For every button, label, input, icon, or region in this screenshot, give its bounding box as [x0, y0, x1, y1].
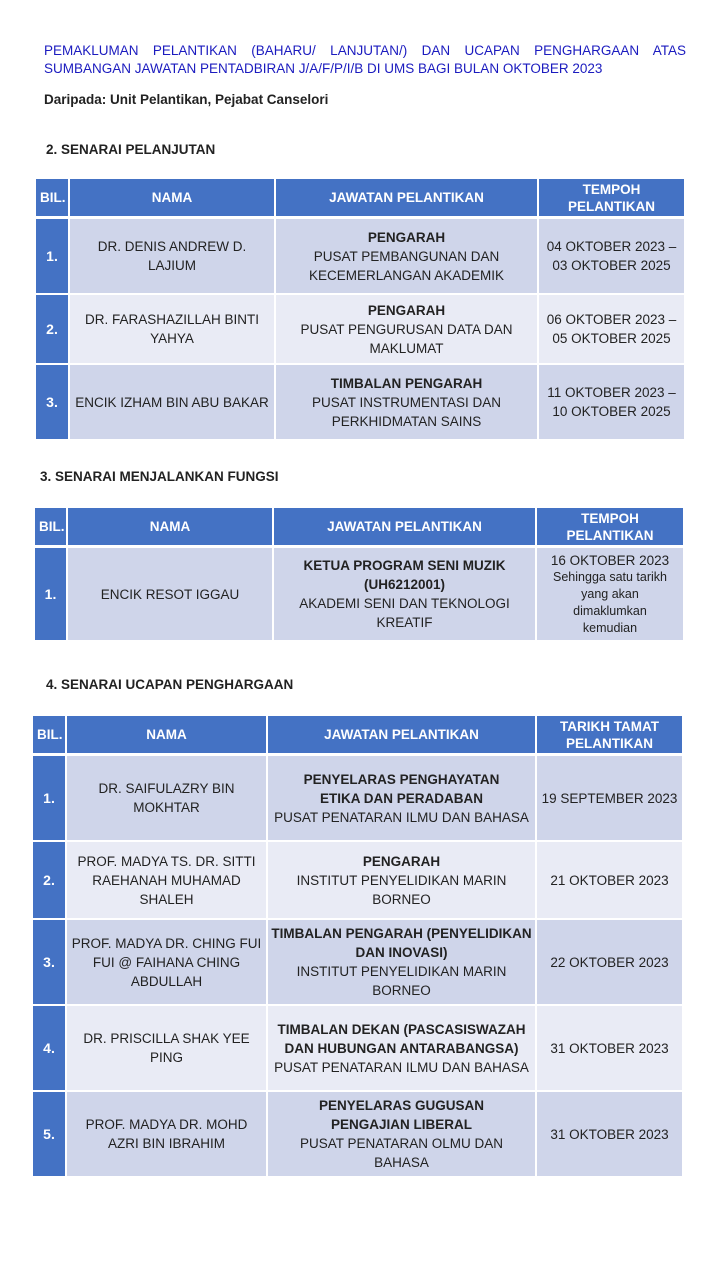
table-header-row: [36, 179, 684, 219]
appointment-period: 11 OKTOBER 2023 – 10 OKTOBER 2025: [539, 365, 684, 441]
table-row: [36, 365, 684, 441]
column-header-nama: NAMA: [67, 716, 268, 756]
row-number: 1.: [35, 548, 68, 642]
appointment-period: 16 OKTOBER 2023: [550, 552, 670, 568]
position-unit: PUSAT PENATARAN ILMU DAN BAHASA: [274, 809, 529, 825]
column-header-bil: BIL.: [35, 508, 68, 548]
table-row: [36, 219, 684, 295]
position-unit: PUSAT PENGURUSAN DATA DAN MAKLUMAT: [300, 321, 513, 356]
position-title: PENGARAH: [367, 302, 446, 318]
section-heading-ucapan-penghargaan: 4. SENARAI UCAPAN PENGHARGAAN: [46, 677, 294, 692]
appointment-period: 06 OKTOBER 2023 – 05 OKTOBER 2025: [539, 295, 684, 365]
position-title: PENYELARAS GUGUSAN PENGAJIAN LIBERAL: [318, 1098, 485, 1132]
column-header-jawatan: JAWATAN PELANTIKAN: [268, 716, 537, 756]
column-header-nama: NAMA: [70, 179, 276, 219]
position-cell: [274, 548, 537, 642]
column-header-tempoh: TEMPOH PELANTIKAN: [539, 179, 684, 219]
table-row: [35, 548, 683, 642]
end-date: 19 SEPTEMBER 2023: [537, 756, 682, 842]
end-date: 21 OKTOBER 2023: [537, 842, 682, 920]
appointment-period: 04 OKTOBER 2023 – 03 OKTOBER 2025: [539, 219, 684, 295]
appointment-period-cell: [537, 548, 683, 642]
position-cell: [268, 920, 537, 1006]
table-header-row: [35, 508, 683, 548]
column-header-tempoh: TEMPOH PELANTIKAN: [537, 508, 683, 548]
appointee-name: ENCIK IZHAM BIN ABU BAKAR: [70, 365, 276, 441]
position-cell: [276, 219, 539, 295]
table-pelanjutan: [36, 179, 684, 441]
position-title: PENGARAH: [362, 853, 441, 869]
section-heading-pelanjutan: 2. SENARAI PELANJUTAN: [46, 142, 216, 157]
end-date: 31 OKTOBER 2023: [537, 1092, 682, 1178]
position-title: TIMBALAN PENGARAH (PENYELIDIKAN DAN INOVASI): [271, 926, 532, 960]
position-cell: [276, 365, 539, 441]
table-row: [36, 295, 684, 365]
position-title: TIMBALAN DEKAN (PASCASISWAZAH DAN HUBUNGAN ANTARABANGSA): [277, 1021, 526, 1056]
position-unit: AKADEMI SENI DAN TEKNOLOGI KREATIF: [299, 596, 510, 630]
position-unit: PUSAT PENATARAN OLMU DAN BAHASA: [299, 1136, 504, 1170]
table-row: [33, 1006, 682, 1092]
column-header-bil: BIL.: [36, 179, 70, 219]
position-cell: [268, 756, 537, 842]
position-cell: [268, 842, 537, 920]
column-header-bil: BIL.: [33, 716, 67, 756]
column-header-jawatan: JAWATAN PELANTIKAN: [276, 179, 539, 219]
position-title: TIMBALAN PENGARAH: [330, 375, 483, 391]
table-row: [33, 756, 682, 842]
position-unit: PUSAT PENATARAN ILMU DAN BAHASA: [274, 1059, 529, 1075]
appointee-name: DR. SAIFULAZRY BIN MOKHTAR: [67, 756, 268, 842]
column-header-tarikh-tamat: TARIKH TAMAT PELANTIKAN: [537, 716, 682, 756]
table-menjalankan-fungsi: [35, 508, 683, 642]
column-header-jawatan: JAWATAN PELANTIKAN: [274, 508, 537, 548]
table-row: [33, 1092, 682, 1178]
table-row: [33, 920, 682, 1006]
row-number: 3.: [33, 920, 67, 1006]
position-unit: PUSAT PEMBANGUNAN DAN KECEMERLANGAN AKADEMIK: [308, 248, 505, 283]
document-title: PEMAKLUMAN PELANTIKAN (BAHARU/ LANJUTAN/) DAN UCAPAN PENGHARGAAN ATAS SUMBANGAN JAWATAN PENTADBIRAN J/A/F/P/I/B DI UMS BAGI BULAN OKTOBER 2023: [44, 43, 686, 76]
row-number: 5.: [33, 1092, 67, 1178]
table-row: [33, 842, 682, 920]
end-date: 22 OKTOBER 2023: [537, 920, 682, 1006]
appointee-name: DR. PRISCILLA SHAK YEE PING: [67, 1006, 268, 1092]
position-unit: PUSAT INSTRUMENTASI DAN PERKHIDMATAN SAINS: [311, 394, 502, 429]
table-ucapan-penghargaan: [33, 716, 682, 1178]
from-line: Daripada: Unit Pelantikan, Pejabat Canselori: [44, 92, 329, 107]
appointee-name: DR. FARASHAZILLAH BINTI YAHYA: [70, 295, 276, 365]
position-unit: INSTITUT PENYELIDIKAN MARIN BORNEO: [296, 872, 507, 907]
position-cell: [276, 295, 539, 365]
appointment-period-note: Sehingga satu tarikh yang akan dimaklumkan kemudian: [553, 569, 667, 635]
row-number: 1.: [36, 219, 70, 295]
column-header-nama: NAMA: [68, 508, 274, 548]
appointee-name: PROF. MADYA DR. MOHD AZRI BIN IBRAHIM: [67, 1092, 268, 1178]
position-cell: [268, 1092, 537, 1178]
row-number: 3.: [36, 365, 70, 441]
appointee-name: PROF. MADYA TS. DR. SITTI RAEHANAH MUHAMAD SHALEH: [67, 842, 268, 920]
appointee-name: ENCIK RESOT IGGAU: [68, 548, 274, 642]
table-header-row: [33, 716, 682, 756]
position-title: KETUA PROGRAM SENI MUZIK (UH6212001): [303, 558, 506, 592]
row-number: 4.: [33, 1006, 67, 1092]
row-number: 2.: [33, 842, 67, 920]
section-heading-menjalankan-fungsi: 3. SENARAI MENJALANKAN FUNGSI: [40, 469, 279, 484]
position-unit: INSTITUT PENYELIDIKAN MARIN BORNEO: [296, 964, 507, 998]
appointee-name: PROF. MADYA DR. CHING FUI FUI @ FAIHANA CHING ABDULLAH: [67, 920, 268, 1006]
row-number: 1.: [33, 756, 67, 842]
position-title: PENYELARAS PENGHAYATAN ETIKA DAN PERADABAN: [303, 771, 500, 806]
position-cell: [268, 1006, 537, 1092]
position-title: PENGARAH: [367, 229, 446, 245]
end-date: 31 OKTOBER 2023: [537, 1006, 682, 1092]
row-number: 2.: [36, 295, 70, 365]
appointee-name: DR. DENIS ANDREW D. LAJIUM: [70, 219, 276, 295]
